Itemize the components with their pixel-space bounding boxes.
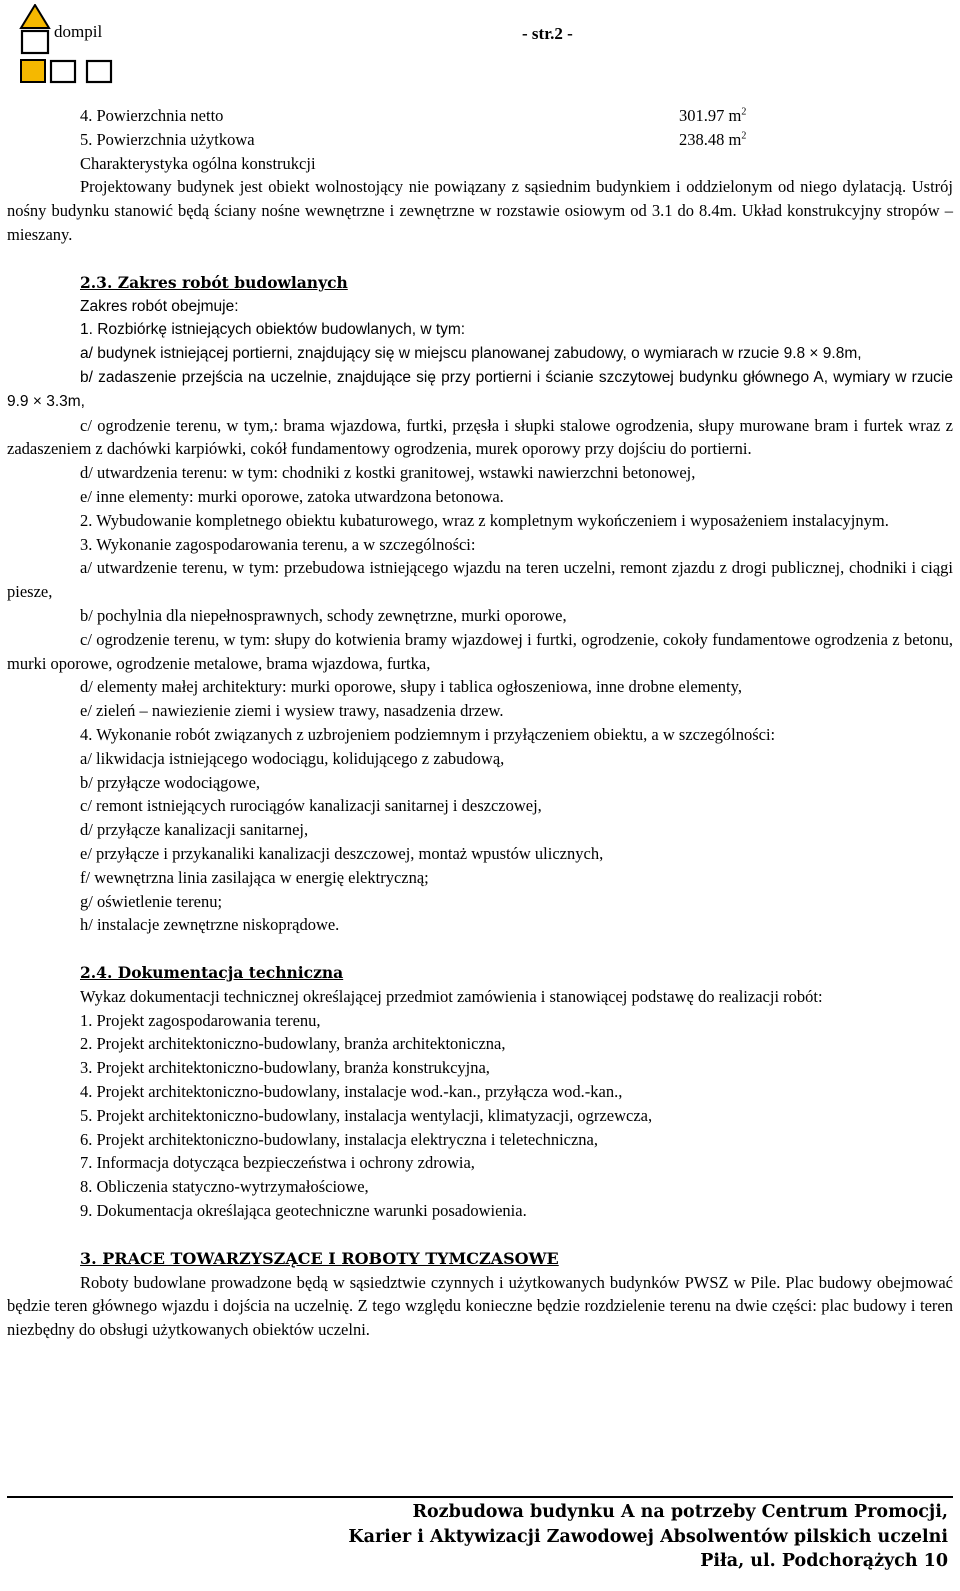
scope-subitem: d/ przyłącze kanalizacji sanitarnej,	[80, 820, 309, 840]
scope-subitem: b/ przyłącze wodociągowe,	[80, 772, 261, 792]
scope-subitem: c/ remont istniejących rurociągów kanalizacji sanitarnej i deszczowej,	[80, 796, 542, 816]
scope-subitem: d/ elementy małej architektury: murki oporowe, słupy i tablica ogłoszeniowa, inne drobne elementy,	[80, 677, 742, 697]
area-row	[7, 128, 953, 152]
area-label: 5. Powierzchnia użytkowa	[80, 129, 255, 149]
footer-line: Piła, ul. Podchorążych 10	[700, 1551, 948, 1571]
scope-subitem: b/ pochylnia dla niepełnosprawnych, schody zewnętrzne, murki oporowe,	[80, 605, 567, 625]
documentation-item: 4. Projekt architektoniczno-budowlany, instalacje wod.-kan., przyłącza wod.-kan.,	[80, 1082, 623, 1102]
brand-name: dompil	[54, 22, 103, 41]
documentation-item: 8. Obliczenia statyczno-wytrzymałościowe,	[80, 1177, 369, 1197]
scope-subitem: e/ zieleń – nawiezienie ziemi i wysiew trawy, nasadzenia drzew.	[80, 701, 504, 721]
documentation-item: 1. Projekt zagospodarowania terenu,	[80, 1010, 321, 1030]
scope-item: 4. Wykonanie robót związanych z uzbrojeniem podziemnym i przyłączeniem obiektu, a w szczególności:	[80, 724, 776, 744]
document-body	[7, 104, 953, 1342]
footer-divider	[7, 1496, 953, 1498]
documentation-item: 7. Informacja dotycząca bezpieczeństwa i ochrony zdrowia,	[80, 1153, 475, 1173]
footer-line: Rozbudowa budynku A na potrzeby Centrum Promocji,	[412, 1502, 948, 1522]
scope-item: 2. Wybudowanie kompletnego obiektu kubaturowego, wraz z kompletnym wykończeniem i wyposażeniem instalacyjnym.	[80, 510, 889, 530]
scope-subitem: h/ instalacje zewnętrzne niskoprądowe.	[80, 915, 340, 935]
area-label: 4. Powierzchnia netto	[80, 106, 224, 125]
scope-subitem: c/ ogrodzenie terenu, w tym,: brama wjazdowa, furtki, przęsła i słupki stalowe ogrodzenia, słupy murowane bram i furtek wraz z zadaszeniem z dachówki karpiówki, cokół fundamentowy ogrodzenia, murek oporowy przy dojściu do portierni.	[7, 415, 953, 459]
section-heading-3: 3. PRACE TOWARZYSZĄCE I ROBOTY TYMCZASOWE	[80, 1248, 559, 1268]
construction-title: Charakterystyka ogólna konstrukcji	[80, 153, 316, 173]
scope-item: 3. Wykonanie zagospodarowania terenu, a w szczególności:	[80, 534, 476, 554]
scope-subitem: e/ inne elementy: murki oporowe, zatoka utwardzona betonowa.	[80, 486, 504, 506]
documentation-item: 3. Projekt architektoniczno-budowlany, branża konstrukcyjna,	[80, 1058, 490, 1078]
section-heading-2-3: 2.3. Zakres robót budowlanych	[80, 272, 348, 292]
company-logo	[18, 4, 118, 86]
area-row	[7, 104, 953, 128]
scope-item: 1. Rozbiórkę istniejących obiektów budowlanych, w tym:	[80, 321, 466, 339]
scope-subitem: d/ utwardzenia terenu: w tym: chodniki z kostki granitowej, wstawki nawierzchni betonowej,	[80, 463, 696, 483]
scope-subitem: e/ przyłącze i przykanaliki kanalizacji deszczowej, montaż wpustów ulicznych,	[80, 843, 604, 863]
scope-subitem: a/ budynek istniejącej portierni, znajdujący się w miejscu planowanej zabudowy, o wymiarach w rzucie 9.8 × 9.8m,	[80, 345, 862, 363]
scope-subitem: a/ likwidacja istniejącego wodociągu, kolidującego z zabudową,	[80, 748, 505, 768]
footer-line: Karier i Aktywizacji Zawodowej Absolwentów pilskich uczelni	[348, 1526, 948, 1547]
page-number: - str.2 -	[522, 24, 573, 43]
scope-intro: Zakres robót obejmuje:	[80, 297, 239, 315]
scope-subitem: g/ oświetlenie terenu;	[80, 891, 223, 911]
section-heading-2-4: 2.4. Dokumentacja techniczna	[80, 963, 344, 983]
area-value: 301.97 $m^2$	[679, 106, 747, 125]
scope-subitem: a/ utwardzenie terenu, w tym: przebudowa istniejącego wjazdu na teren uczelni, remont zjazdu z drogi publicznej, chodniki i ciągi piesze,	[7, 558, 953, 602]
scope-subitem: f/ wewnętrzna linia zasilająca w energię elektryczną;	[80, 867, 429, 887]
construction-text: Projektowany budynek jest obiekt wolnostojący nie powiązany z sąsiednim budynkiem i oddzielonym od niego dylatacją. Ustrój nośny budynku stanowić będą ściany nośne wewnętrzne i zewnętrzne w rozstawie osiowym od 3.1 do 8.4m. Układ konstrukcyjny stropów – mieszany.	[7, 177, 953, 244]
footer	[348, 1500, 948, 1574]
documentation-item: 2. Projekt architektoniczno-budowlany, branża architektoniczna,	[80, 1034, 506, 1054]
documentation-item: 6. Projekt architektoniczno-budowlany, instalacja elektryczna i teletechniczna,	[80, 1129, 599, 1149]
scope-subitem: c/ ogrodzenie terenu, w tym: słupy do kotwienia bramy wjazdowej i furtki, ogrodzenie, cokoły fundamentowe ogrodzenia z betonu, murki oporowe, ogrodzenie metalowe, brama wjazdowa, furtka,	[7, 629, 953, 673]
documentation-item: 9. Dokumentacja określająca geotechniczne warunki posadowienia.	[80, 1201, 527, 1221]
section-3-text: Roboty budowlane prowadzone będą w sąsiedztwie czynnych i użytkowanych budynków PWSZ w Pile. Plac budowy obejmować będzie teren głównego wjazdu i dojścia na uczelnię. Z tego względu konieczne będzie rozdzielenie terenu na dwie części: plac budowy i teren niezbędny do obsługi użytkowanych obiektów uczelni.	[7, 1272, 953, 1340]
documentation-intro: Wykaz dokumentacji technicznej określającej przedmiot zamówienia i stanowiącej podstawę do realizacji robót:	[80, 986, 823, 1006]
area-value: 238.48 $m^2$	[679, 129, 747, 149]
scope-subitem: b/ zadaszenie przejścia na uczelnie, znajdujące się przy portierni i ścianie szczytowej budynku głównego A, wymiary w rzucie 9.9 × 3.3m,	[7, 368, 953, 410]
documentation-item: 5. Projekt architektoniczno-budowlany, instalacja wentylacji, klimatyzacji, ogrzewcza,	[80, 1105, 653, 1125]
